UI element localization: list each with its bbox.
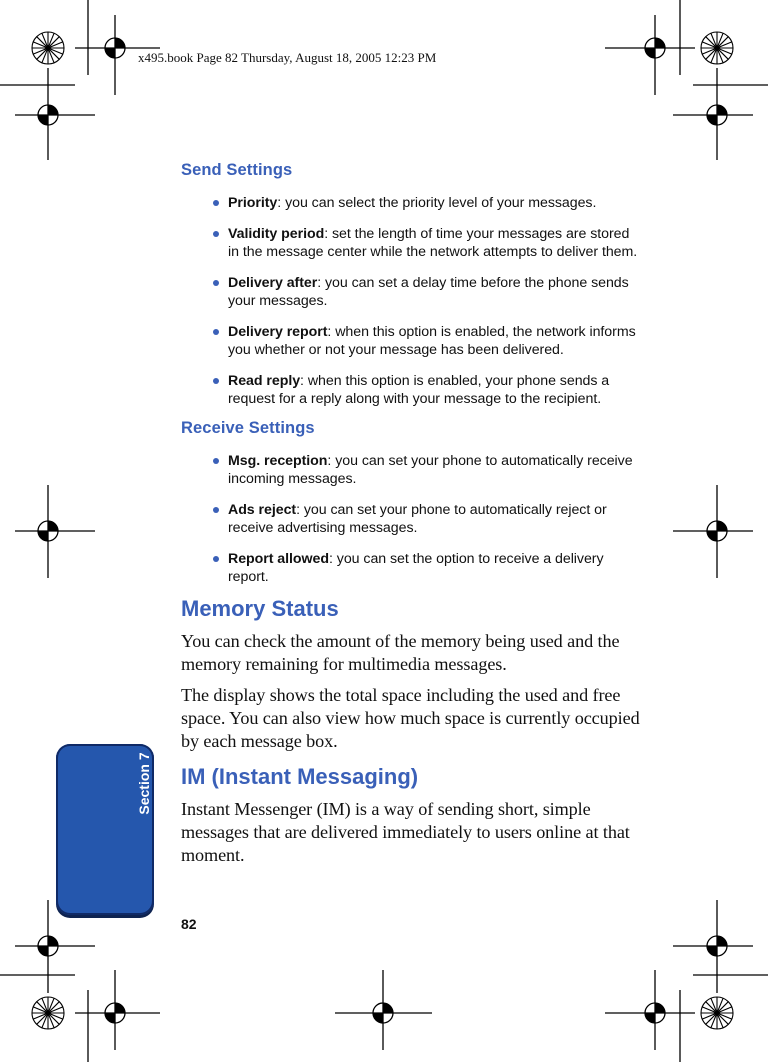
list-item (181, 274, 643, 310)
item-term: Read reply (228, 373, 301, 389)
item-term: Delivery after (228, 275, 318, 291)
item-term: Priority (228, 195, 278, 211)
item-term: Validity period (228, 226, 325, 242)
print-header: x495.book Page 82 Thursday, August 18, 2005 12:23 PM (138, 50, 437, 65)
memory-status-paragraph: The display shows the total space including the used and free space. You can also view how much space is currently occupied by each message box. (181, 685, 640, 751)
list-item (181, 323, 643, 359)
list-item (181, 452, 643, 488)
memory-status-paragraph: You can check the amount of the memory being used and the memory remaining for multimedia messages. (181, 631, 620, 674)
item-term: Report allowed (228, 551, 329, 567)
bullet-icon (213, 329, 219, 335)
item-text: : when this option is enabled, your phone sends a request for a reply along with your message to the recipient. (228, 373, 610, 407)
bullet-icon (213, 231, 219, 237)
item-term: Msg. reception (228, 453, 328, 469)
send-settings-list (181, 194, 643, 408)
item-text: : you can set a delay time before the phone sends your messages. (228, 275, 629, 309)
item-text: : set the length of time your messages are stored in the message center while the network attempts to deliver them. (228, 226, 638, 260)
item-text: : you can set your phone to automatically reject or receive advertising messages. (228, 502, 607, 536)
send-settings-heading: Send Settings (181, 161, 293, 179)
im-paragraph: Instant Messenger (IM) is a way of sending short, simple messages that are delivered immediately to users online at that moment. (181, 799, 630, 865)
receive-settings-list (181, 452, 643, 586)
page-content (181, 160, 643, 867)
item-text: : you can set your phone to automatically receive incoming messages. (228, 453, 633, 487)
bullet-icon (213, 280, 219, 286)
item-term: Ads reject (228, 502, 297, 518)
bullet-icon (213, 200, 219, 206)
memory-status-title: Memory Status (181, 596, 339, 621)
list-item (181, 225, 643, 261)
im-title: IM (Instant Messaging) (181, 764, 419, 789)
bullet-icon (213, 556, 219, 562)
receive-settings-heading: Receive Settings (181, 419, 315, 437)
item-text: : when this option is enabled, the network informs you whether or not your message has been delivered. (228, 324, 636, 358)
item-text: : you can select the priority level of your messages. (277, 195, 597, 211)
list-item (181, 501, 643, 537)
bullet-icon (213, 378, 219, 384)
section-tab-label: Section 7 (136, 752, 152, 815)
item-term: Delivery report (228, 324, 328, 340)
list-item (181, 372, 643, 408)
bullet-icon (213, 458, 219, 464)
bullet-icon (213, 507, 219, 513)
list-item (181, 194, 643, 212)
list-item (181, 550, 643, 586)
item-text: : you can set the option to receive a delivery report. (228, 551, 604, 585)
page-number: 82 (181, 916, 197, 932)
